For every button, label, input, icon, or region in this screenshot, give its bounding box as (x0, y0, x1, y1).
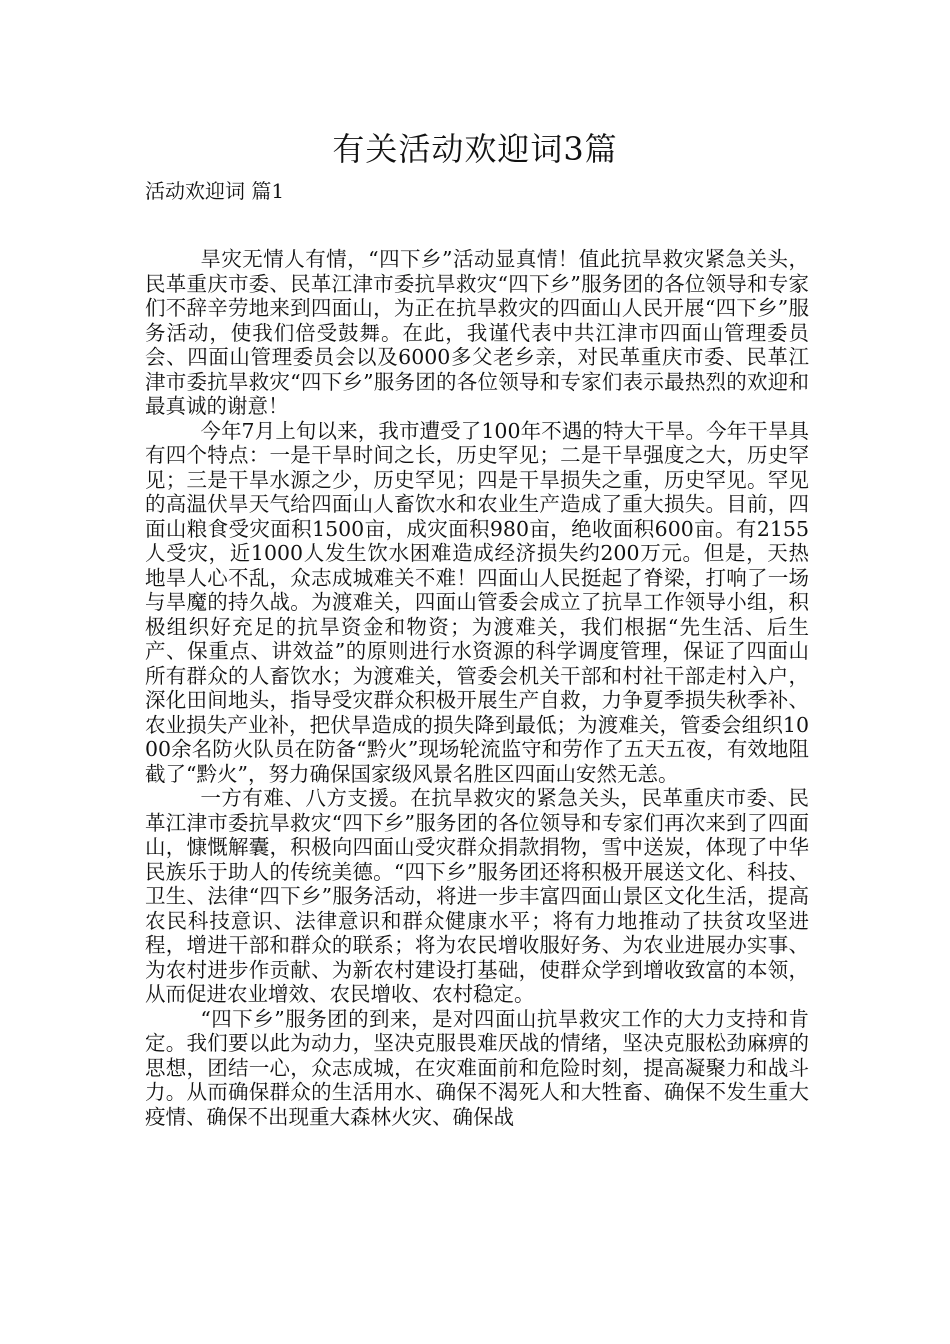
paragraph-3: 一方有难、八方支援。在抗旱救灾的紧急关头，民革重庆市委、民革江津市委抗旱救灾“四下乡”服务团的各位领导和专家们再次来到了四面山，慷慨解囊，积极向四面山受灾群众捐款捐物，雪中送炭，体现了中华民族乐于助人的传统美德。“四下乡”服务团还将积极开展送文化、科技、卫生、法律“四下乡”服务活动，将进一步丰富四面山景区文化生活，提高农民科技意识、法律意识和群众健康水平；将有力地推动了扶贫攻坚进程，增进干部和群众的联系；将为农民增收服好务、为农业进展办实事、为农村进步作贡献、为新农村建设打基础，使群众学到增收致富的本领，从而促进农业增效、农民增收、农村稳定。 (145, 786, 809, 1006)
page-title: 有关活动欢迎词3篇 (332, 130, 618, 168)
paragraph-2: 今年7月上旬以来，我市遭受了100年不遇的特大干旱。今年干旱具有四个特点：一是干旱时间之长，历史罕见；二是干旱强度之大，历史罕见；三是干旱水源之少，历史罕见；四是干旱损失之重，历史罕见。罕见的高温伏旱天气给四面山人畜饮水和农业生产造成了重大损失。目前，四面山粮食受灾面积1500亩，成灾面积980亩，绝收面积600亩。有2155人受灾，近1000人发生饮水困难造成经济损失约200万元。但是，天热地旱人心不乱，众志成城难关不难！四面山人民挺起了脊梁，打响了一场与旱魔的持久战。为渡难关，四面山管委会成立了抗旱工作领导小组，积极组织好充足的抗旱资金和物资；为渡难关，我们根据“先生活、后生产、保重点、讲效益”的原则进行水资源的科学调度管理，保证了四面山所有群众的人畜饮水；为渡难关，管委会机关干部和村社干部走村入户，深化田间地头，指导受灾群众积极开展生产自救，力争夏季损失秋季补、农业损失产业补，把伏旱造成的损失降到最低；为渡难关，管委会组织1000余名防火队员在防备“黔火”现场轮流监守和劳作了五天五夜，有效地阻截了“黔火”，努力确保国家级风景名胜区四面山安然无恙。 (145, 418, 809, 786)
paragraph-4: “四下乡”服务团的到来，是对四面山抗旱救灾工作的大力支持和肯定。我们要以此为动力，坚决克服畏难厌战的情绪，坚决克服松劲麻痹的思想，团结一心，众志成城，在灾难面前和危险时刻，提高凝聚力和战斗力。从而确保群众的生活用水、确保不渴死人和大牲畜、确保不发生重大疫情、确保不出现重大森林火灾、确保战 (145, 1006, 809, 1129)
paragraph-1: 旱灾无情人有情，“四下乡”活动显真情！值此抗旱救灾紧急关头，民革重庆市委、民革江津市委抗旱救灾“四下乡”服务团的各位领导和专家们不辞辛劳地来到四面山，为正在抗旱救灾的四面山人民开展“四下乡”服务活动，使我们倍受鼓舞。在此，我谨代表中共江津市四面山管理委员会、四面山管理委员会以及6000多父老乡亲，对民革重庆市委、民革江津市委抗旱救灾“四下乡”服务团的各位领导和专家们表示最热烈的欢迎和最真诚的谢意！ (145, 247, 809, 418)
section-heading: 活动欢迎词 篇1 (145, 179, 285, 203)
document-body (145, 247, 809, 1129)
